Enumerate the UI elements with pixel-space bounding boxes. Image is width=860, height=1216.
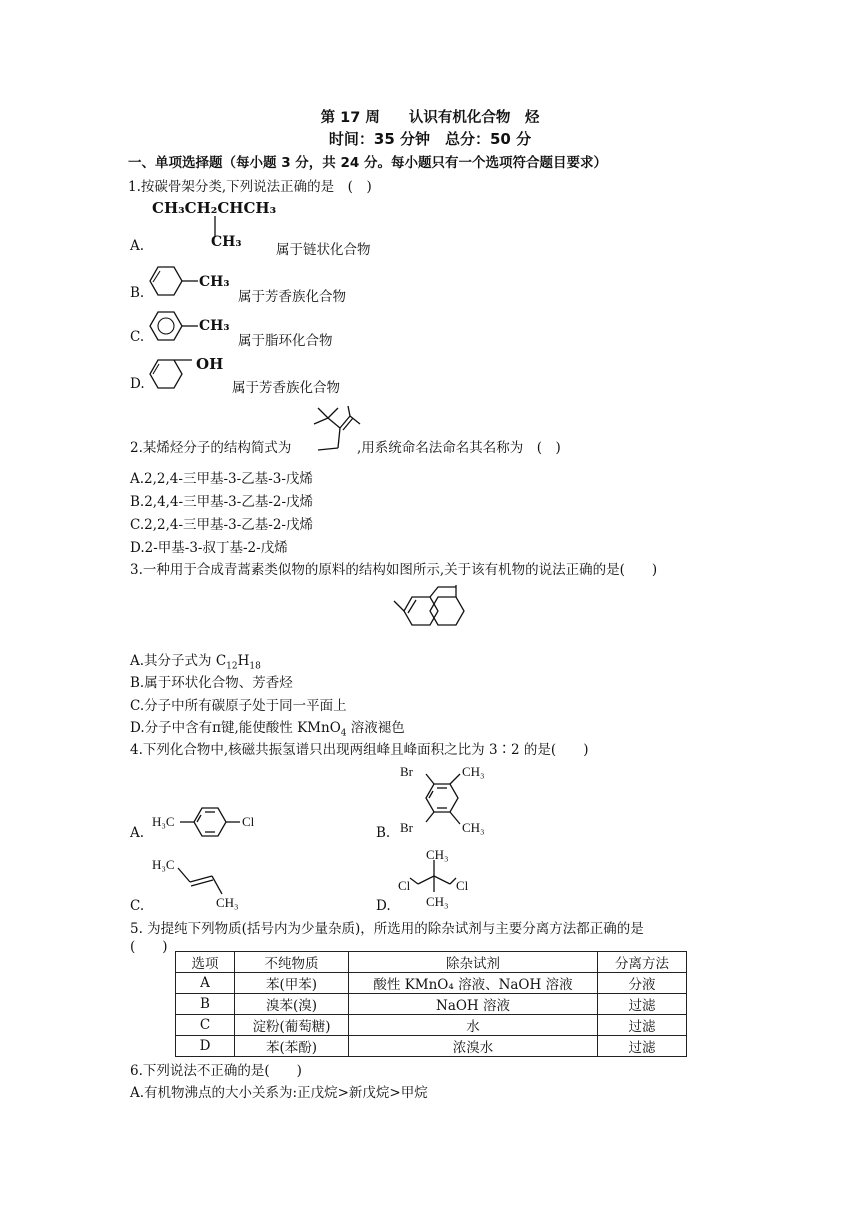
q1-b-substituent: CH₃ — [199, 274, 230, 290]
q2-option-b: B.2,4,4-三甲基-3-乙基-2-戊烯 — [130, 494, 314, 510]
q3-option-c: C.分子中所有碳原子处于同一平面上 — [130, 698, 347, 714]
q4-label-b: B. — [376, 825, 391, 841]
table-cell: 淀粉(葡萄糖) — [235, 1015, 349, 1036]
table-cell: 过滤 — [598, 994, 687, 1015]
q4-d-ch3-top: CH₃ — [426, 847, 449, 862]
q3-option-b: B.属于环状化合物、芳香烃 — [130, 675, 293, 691]
page-subtitle: 时间：35 分钟 总分：50 分 — [328, 130, 532, 148]
table-cell: 过滤 — [598, 1015, 687, 1036]
q4-b-br-top: Br — [400, 764, 413, 779]
q1-option-d-label: D. — [130, 376, 145, 392]
q1-option-b-label: B. — [130, 285, 145, 301]
table-cell: D — [176, 1036, 235, 1057]
table-row — [176, 973, 687, 994]
q1-formula-branch: CH₃ — [211, 234, 242, 250]
question-2-stem-a: 2.某烯烃分子的结构简式为 — [130, 440, 292, 456]
table-header-cell: 不纯物质 — [235, 952, 349, 973]
table-row — [176, 994, 687, 1015]
q3-option-d: D.分子中含有π键,能使酸性 KMnO$_4$ 溶液褪色 — [130, 720, 405, 739]
q2-option-a: A.2,2,4-三甲基-3-乙基-3-戊烯 — [130, 471, 313, 487]
q3-option-a: A.其分子式为 $C_{12}H_{18}$ — [130, 653, 261, 672]
q1-option-c-label: C. — [130, 329, 145, 345]
table-cell: C — [176, 1015, 235, 1036]
q6-option-a: A.有机物沸点的大小关系为:正戊烷>新戊烷>甲烷 — [130, 1085, 428, 1101]
q1-d-structure — [148, 354, 238, 394]
table-cell: 过滤 — [598, 1036, 687, 1057]
q1-option-b-text: 属于芳香族化合物 — [238, 289, 346, 305]
q2-skeletal-structure — [308, 404, 364, 456]
q4-c-right-group: CH₃ — [216, 895, 239, 910]
table-row — [176, 1015, 687, 1036]
table-header-cell: 分离方法 — [598, 952, 687, 973]
question-2-stem-b: ,用系统命名法命名其名称为 ( ) — [357, 440, 561, 456]
table-cell: 苯(甲苯) — [235, 973, 349, 994]
q4-b-ch3-bottom: CH₃ — [462, 820, 485, 835]
q1-c-substituent: CH₃ — [199, 318, 230, 334]
table-header-cell: 选项 — [176, 952, 235, 973]
q4-a-left-group: H₃C — [152, 814, 175, 829]
q3-structure-drawing — [386, 585, 486, 641]
page-title: 第 17 周 认识有机化合物 烃 — [320, 110, 540, 126]
q2-option-c: C.2,2,4-三甲基-3-乙基-2-戊烯 — [130, 517, 313, 533]
q4-b-br-bottom: Br — [400, 820, 413, 835]
q4-d-cl-right: Cl — [456, 878, 469, 893]
table-cell: 溴苯(溴) — [235, 994, 349, 1015]
table-cell: 苯(苯酚) — [235, 1036, 349, 1057]
q4-d-structure — [396, 846, 486, 912]
q4-a-right-group: Cl — [242, 814, 255, 829]
table-cell: 分液 — [598, 973, 687, 994]
question-3-stem: 3.一种用于合成青蒿素类似物的原料的结构如图所示,关于该有机物的说法正确的是( ) — [130, 562, 658, 578]
separation-table — [175, 951, 687, 1057]
table-header-cell: 除杂试剂 — [349, 952, 598, 973]
q4-c-structure — [150, 852, 260, 912]
q4-label-c: C. — [130, 898, 145, 914]
table-cell: A — [176, 973, 235, 994]
q4-a-structure — [150, 798, 270, 846]
question-4-stem: 4.下列化合物中,核磁共振氢谱只出现两组峰且峰面积之比为 3∶2 的是( ) — [130, 742, 589, 758]
q1-formula-main: CH₃CH₂CHCH₃ — [152, 199, 277, 217]
table-cell: NaOH 溶液 — [349, 994, 598, 1015]
section-heading: 一、单项选择题（每小题 3 分，共 24 分。每小题只有一个选项符合题目要求） — [128, 155, 607, 171]
q4-c-left-group: H₃C — [152, 857, 175, 872]
question-1-stem: 1.按碳骨架分类,下列说法正确的是 ( ) — [128, 179, 372, 195]
q1-option-d-text: 属于芳香族化合物 — [232, 380, 340, 396]
q4-d-cl-left: Cl — [398, 878, 411, 893]
q1-d-substituent: OH — [196, 355, 224, 373]
q1-option-a-text: 属于链状化合物 — [276, 242, 371, 258]
q4-b-ch3-top: CH₃ — [462, 764, 485, 779]
table-cell: 水 — [349, 1015, 598, 1036]
q4-d-ch3-bottom: CH₃ — [426, 894, 449, 909]
question-5-stem: 5. 为提纯下列物质(括号内为少量杂质)，所选用的除杂试剂与主要分离方法都正确的是 — [130, 921, 644, 937]
question-6-stem: 6.下列说法不正确的是( ) — [130, 1063, 302, 1079]
table-header-row — [176, 952, 687, 973]
q1-option-c-text: 属于脂环化合物 — [238, 333, 333, 349]
table-row — [176, 1036, 687, 1057]
q2-option-d: D.2-甲基-3-叔丁基-2-戊烯 — [130, 540, 288, 556]
q4-label-a: A. — [130, 825, 145, 841]
q4-b-structure — [394, 762, 504, 840]
question-5-stem-paren: ( ) — [130, 939, 168, 955]
table-cell: B — [176, 994, 235, 1015]
q4-label-d: D. — [376, 898, 391, 914]
table-cell: 浓溴水 — [349, 1036, 598, 1057]
q1-option-a-label: A. — [130, 238, 145, 254]
table-cell: 酸性 KMnO₄ 溶液、NaOH 溶液 — [349, 973, 598, 994]
